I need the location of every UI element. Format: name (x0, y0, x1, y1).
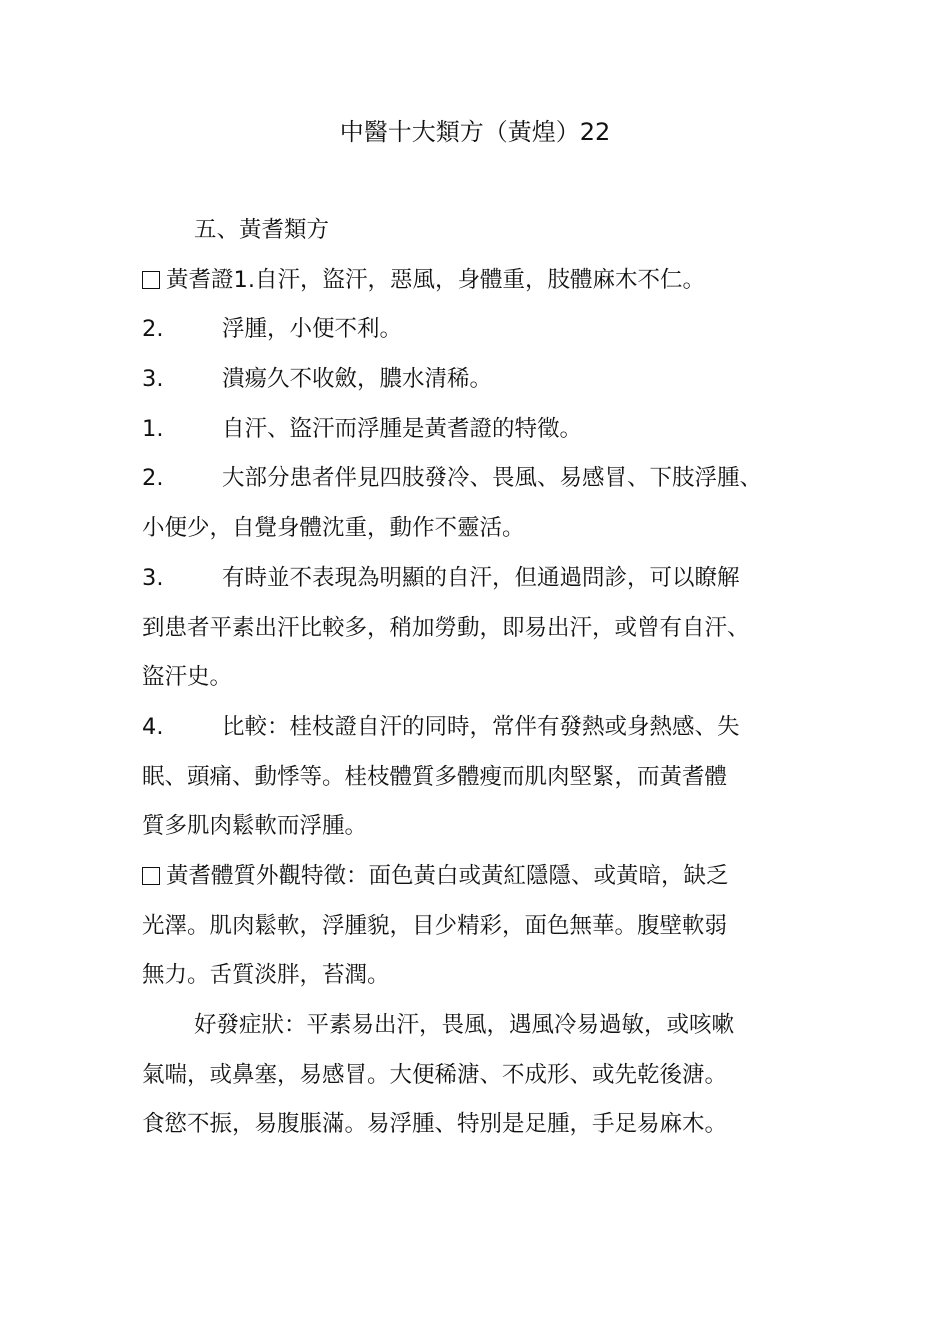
note-number: 3. (142, 564, 164, 591)
note-text: 有時並不表現為明顯的自汗，但通過問診，可以瞭解 (222, 564, 740, 591)
note-text: 比較：桂枝證自汗的同時，常伴有發熱或身熱感、失 (222, 713, 740, 740)
checkbox-square-icon (142, 867, 160, 885)
note-number: 2. (142, 465, 164, 492)
syndrome-label: 黃耆證 (166, 266, 234, 293)
note-text: 大部分患者伴見四肢發冷、畏風、易感冒、下肢浮腫、 (222, 465, 763, 492)
symptoms-line-1: 好發症狀：平素易出汗，畏風，遇風冷易過敏，或咳嗽 (194, 1012, 735, 1038)
item-text: 浮腫，小便不利。 (222, 316, 403, 343)
note-4-line-1 (142, 703, 832, 753)
note-4-line-2: 眠、頭痛、動悸等。桂枝體質多體瘦而肌肉堅緊，而黃耆體 (142, 763, 728, 790)
note-number: 4. (142, 713, 164, 740)
page-title: 中醫十大類方（黃煌）22 (339, 118, 611, 146)
constitution-line-1 (142, 852, 832, 902)
constitution-line-3: 無力。舌質淡胖，苔潤。 (142, 962, 390, 989)
note-1-line-1 (142, 405, 832, 455)
item-text: 潰瘍久不收斂，膿水清稀。 (222, 366, 493, 393)
section-heading: 五、黃耆類方 (194, 217, 330, 243)
note-2-line-1 (142, 454, 832, 504)
note-4-line-3: 質多肌肉鬆軟而浮腫。 (142, 813, 368, 840)
note-2-line-2: 小便少，自覺身體沈重，動作不靈活。 (142, 515, 525, 542)
document-body (142, 206, 832, 1150)
syndrome-line (142, 256, 832, 306)
constitution-text: 黃耆體質外觀特徵：面色黃白或黃紅隱隱、或黃暗，缺乏 (166, 862, 729, 889)
symptoms-line-3: 食慾不振，易腹脹滿。易浮腫、特別是足腫，手足易麻木。 (142, 1111, 728, 1138)
note-text: 自汗、盜汗而浮腫是黃耆證的特徵。 (222, 415, 583, 442)
item-number: 3. (142, 366, 164, 393)
syndrome-item-3 (142, 355, 832, 405)
note-3-line-1 (142, 554, 832, 604)
note-3-line-3: 盜汗史。 (142, 664, 233, 691)
constitution-line-2: 光澤。肌肉鬆軟，浮腫貌，目少精彩，面色無華。腹壁軟弱 (142, 912, 728, 939)
note-number: 1. (142, 415, 164, 442)
syndrome-item-1-text: 自汗，盜汗，惡風，身體重，肢體麻木不仁。 (254, 266, 705, 293)
item-number: 2. (142, 316, 164, 343)
checkbox-square-icon (142, 271, 160, 289)
syndrome-item-1-num: 1. (233, 266, 255, 293)
symptoms-line-2: 氣喘，或鼻塞，易感冒。大便稀溏、不成形、或先乾後溏。 (142, 1061, 728, 1088)
note-3-line-2: 到患者平素出汗比較多，稍加勞動，即易出汗，或曾有自汗、 (142, 614, 750, 641)
syndrome-item-2 (142, 305, 832, 355)
